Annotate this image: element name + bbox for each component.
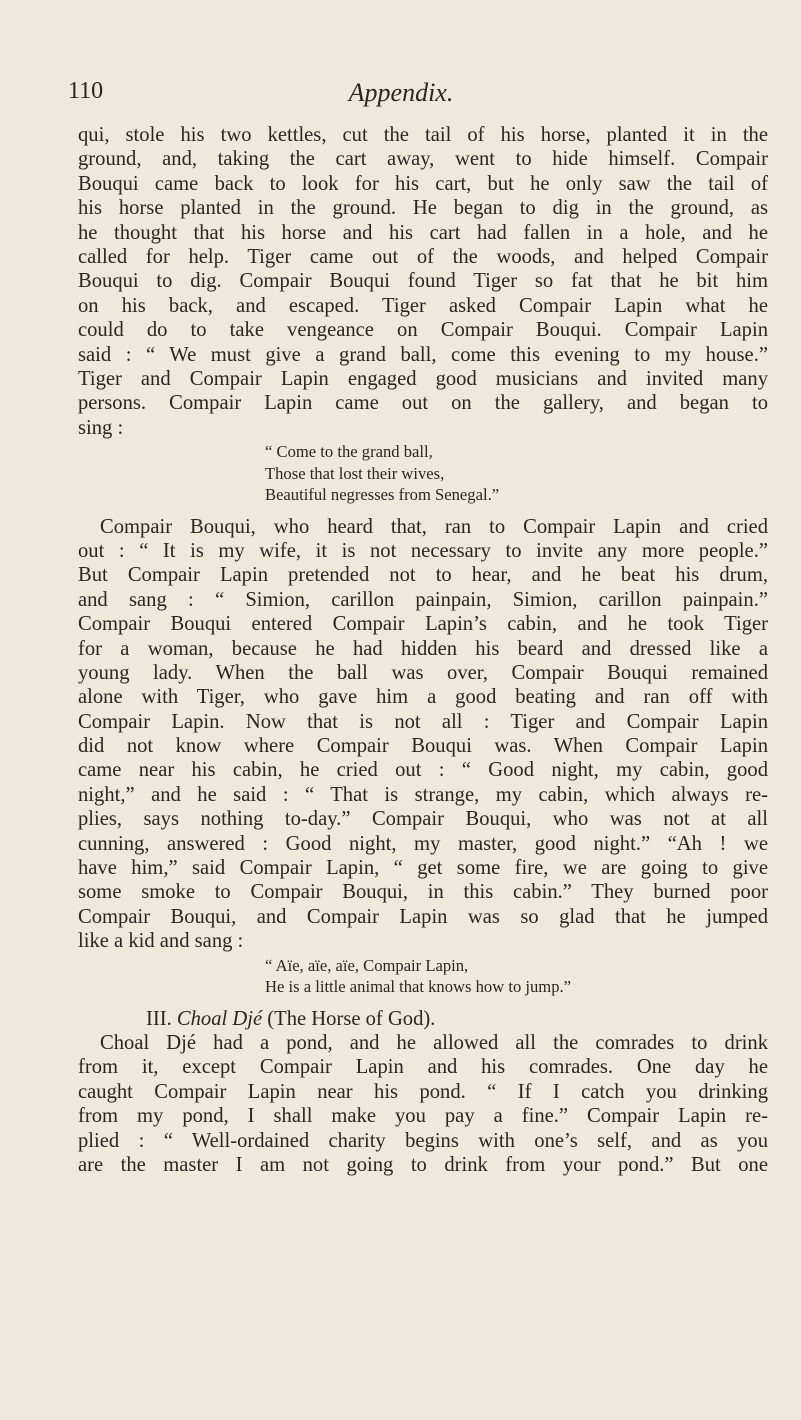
section-heading [78, 1007, 768, 1031]
text-line: like a kid and sang : [78, 930, 244, 953]
verse-line: “ Aïe, aïe, aïe, Compair Lapin, [265, 955, 469, 975]
paragraph-3 [78, 1031, 768, 1177]
section-title: Choal Djé [176, 1007, 263, 1030]
text-line: from it, except Compair Lapin and his comrades. One day he [78, 1056, 768, 1079]
text-line: and sang : “ Simion, carillon painpain, Simion, carillon painpain.” [78, 588, 768, 611]
text-line: he thought that his horse and his cart had fallen in a hole, and he [78, 221, 768, 244]
paragraph-1 [78, 123, 768, 440]
text-line: Compair Bouqui, who heard that, ran to Compair Lapin and cried [100, 515, 768, 538]
text-line: But Compair Lapin pretended not to hear, and he beat his drum, [78, 564, 768, 587]
text-line: cunning, answered : Good night, my master, good night.” “Ah ! we [78, 832, 768, 855]
text-line: his horse planted in the ground. He began to dig in the ground, as [78, 197, 768, 220]
verse-2 [78, 955, 768, 998]
page-number: 110 [68, 78, 104, 104]
text-line: for a woman, because he had hidden his beard and dressed like a [78, 637, 768, 660]
text-line: are the master I am not going to drink from your pond.” But one [78, 1153, 768, 1176]
page-body [78, 123, 768, 1177]
text-line: young lady. When the ball was over, Compair Bouqui remained [78, 661, 768, 684]
text-line: Choal Djé had a pond, and he allowed all the comrades to drink [100, 1032, 768, 1054]
text-line: plied : “ Well-ordained charity begins with one’s self, and as you [78, 1129, 768, 1152]
text-line: out : “ It is my wife, it is not necessary to invite any more people.” [78, 539, 768, 562]
text-line: Compair Bouqui entered Compair Lapin’s cabin, and he took Tiger [78, 613, 768, 636]
verse-line: Those that lost their wives, [265, 463, 445, 483]
text-line: on his back, and escaped. Tiger asked Compair Lapin what he [78, 294, 768, 317]
text-line: sing : [78, 416, 124, 439]
text-line: some smoke to Compair Bouqui, in this cabin.” They burned poor [78, 881, 768, 904]
running-head: Appendix. [348, 78, 454, 107]
verse-line: Beautiful negresses from Senegal.” [265, 485, 500, 505]
text-line: Tiger and Compair Lapin engaged good musicians and invited many [78, 367, 768, 390]
text-line: plies, says nothing to-day.” Compair Bouqui, who was not at all [78, 808, 768, 831]
text-line: Compair Bouqui, and Compair Lapin was so glad that he jumped [78, 905, 768, 928]
text-line: Bouqui to dig. Compair Bouqui found Tiger so fat that he bit him [78, 270, 768, 293]
text-line: from my pond, I shall make you pay a fine.” Compair Lapin re- [78, 1105, 768, 1128]
text-line: Bouqui came back to look for his cart, but he only saw the tail of [78, 172, 768, 195]
verse-line: He is a little animal that knows how to jump.” [265, 977, 572, 997]
text-line: called for help. Tiger came out of the woods, and helped Compair [78, 245, 768, 268]
paragraph-2 [78, 515, 768, 954]
text-line: qui, stole his two kettles, cut the tail of his horse, planted it in the [78, 124, 768, 146]
page-header [68, 78, 734, 108]
verse-line: “ Come to the grand ball, [265, 442, 433, 462]
text-line: could do to take vengeance on Compair Bouqui. Compair Lapin [78, 319, 768, 342]
text-line: caught Compair Lapin near his pond. “ If I catch you drinking [78, 1080, 768, 1103]
text-line: night,” and he said : “ That is strange, my cabin, which always re- [78, 783, 768, 806]
section-numeral: III. [146, 1007, 172, 1030]
text-line: came near his cabin, he cried out : “ Good night, my cabin, good [78, 759, 768, 782]
verse-1 [78, 441, 768, 506]
text-line: alone with Tiger, who gave him a good beating and ran off with [78, 686, 768, 709]
text-line: said : “ We must give a grand ball, come this evening to my house.” [78, 343, 768, 366]
text-line: Compair Lapin. Now that is not all : Tiger and Compair Lapin [78, 710, 768, 733]
text-line: persons. Compair Lapin came out on the gallery, and began to [78, 392, 768, 415]
text-line: have him,” said Compair Lapin, “ get some fire, we are going to give [78, 857, 768, 880]
text-line: ground, and, taking the cart away, went to hide himself. Compair [78, 148, 768, 171]
text-line: did not know where Compair Bouqui was. When Compair Lapin [78, 735, 768, 758]
section-subtitle: (The Horse of God). [267, 1007, 436, 1030]
